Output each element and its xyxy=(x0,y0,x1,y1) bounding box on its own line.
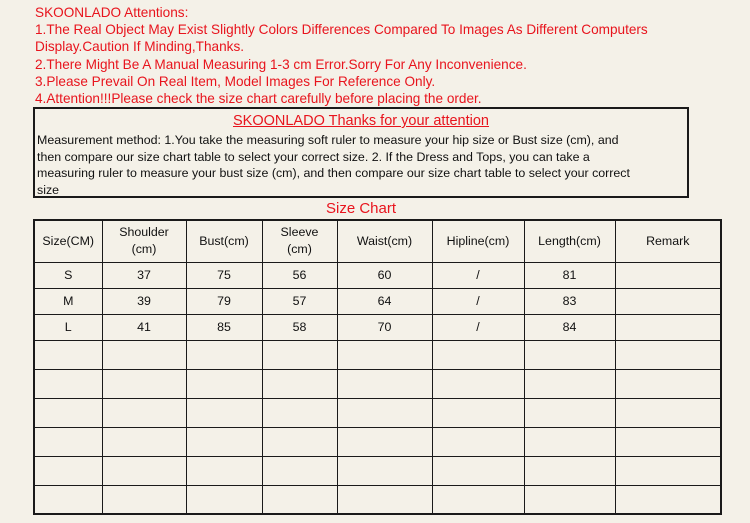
empty-table-cell xyxy=(102,369,186,398)
empty-table-cell xyxy=(524,340,615,369)
column-header xyxy=(337,220,432,262)
empty-table-cell xyxy=(186,340,262,369)
table-cell: 79 xyxy=(186,288,262,314)
empty-table-cell xyxy=(615,456,721,485)
column-header-label: Shoulder xyxy=(119,225,169,240)
empty-table-cell xyxy=(102,340,186,369)
column-header xyxy=(34,220,102,262)
empty-table-row xyxy=(34,456,721,485)
empty-table-row xyxy=(34,340,721,369)
table-row xyxy=(34,314,721,340)
table-cell xyxy=(615,288,721,314)
empty-table-cell xyxy=(186,369,262,398)
column-header xyxy=(102,220,186,262)
table-cell: 70 xyxy=(337,314,432,340)
empty-table-cell xyxy=(432,485,524,514)
table-cell: 37 xyxy=(102,262,186,288)
table-cell: 57 xyxy=(262,288,337,314)
empty-table-cell xyxy=(102,427,186,456)
table-cell: S xyxy=(34,262,102,288)
table-header-row xyxy=(34,220,721,262)
table-cell: / xyxy=(432,262,524,288)
empty-table-cell xyxy=(262,485,337,514)
empty-table-cell xyxy=(337,427,432,456)
table-cell: L xyxy=(34,314,102,340)
empty-table-cell xyxy=(34,485,102,514)
notice-line: 1.The Real Object May Exist Slightly Colors Differences Compared To Images As Different Computers xyxy=(35,22,648,38)
empty-table-cell xyxy=(615,427,721,456)
empty-table-cell xyxy=(34,427,102,456)
size-chart-table xyxy=(33,219,722,515)
empty-table-cell xyxy=(432,456,524,485)
column-header xyxy=(432,220,524,262)
method-text-line: then compare our size chart table to select your correct size. 2. If the Dress and Tops, you can take a xyxy=(37,149,590,164)
empty-table-cell xyxy=(432,340,524,369)
empty-table-cell xyxy=(34,398,102,427)
column-header xyxy=(524,220,615,262)
empty-table-cell xyxy=(262,340,337,369)
table-cell: 75 xyxy=(186,262,262,288)
table-cell: 85 xyxy=(186,314,262,340)
empty-table-cell xyxy=(186,398,262,427)
empty-table-row xyxy=(34,485,721,514)
empty-table-cell xyxy=(432,427,524,456)
column-header-label: Bust(cm) xyxy=(199,233,249,248)
empty-table-cell xyxy=(524,398,615,427)
empty-table-cell xyxy=(337,398,432,427)
table-cell: 39 xyxy=(102,288,186,314)
empty-table-cell xyxy=(524,369,615,398)
column-header-label: Waist(cm) xyxy=(356,233,413,248)
notice-line: 4.Attention!!!Please check the size chart carefully before placing the order. xyxy=(35,91,482,107)
notice-line: 2.There Might Be A Manual Measuring 1-3 cm Error.Sorry For Any Inconvenience. xyxy=(35,56,527,72)
table-cell: 58 xyxy=(262,314,337,340)
table-cell xyxy=(615,262,721,288)
empty-table-cell xyxy=(615,398,721,427)
empty-table-cell xyxy=(615,485,721,514)
empty-table-cell xyxy=(432,369,524,398)
empty-table-cell xyxy=(262,369,337,398)
column-header xyxy=(186,220,262,262)
column-header-label: (cm) xyxy=(131,242,157,257)
table-cell: 83 xyxy=(524,288,615,314)
method-text xyxy=(35,130,687,198)
column-header-label: Hipline(cm) xyxy=(446,233,510,248)
table-cell xyxy=(615,314,721,340)
column-header-label: Remark xyxy=(646,233,690,248)
empty-table-cell xyxy=(102,485,186,514)
column-header-label: (cm) xyxy=(287,242,312,257)
empty-table-cell xyxy=(262,456,337,485)
size-chart-title: Size Chart xyxy=(325,200,397,217)
empty-table-cell xyxy=(337,456,432,485)
method-text-line: Measurement method: 1.You take the measuring soft ruler to measure your hip size or Bust size (cm), and xyxy=(37,133,619,147)
empty-table-cell xyxy=(262,427,337,456)
empty-table-cell xyxy=(186,485,262,514)
empty-table-row xyxy=(34,427,721,456)
empty-table-cell xyxy=(34,340,102,369)
empty-table-cell xyxy=(432,398,524,427)
empty-table-cell xyxy=(524,485,615,514)
empty-table-cell xyxy=(102,456,186,485)
empty-table-cell xyxy=(524,456,615,485)
table-cell: 41 xyxy=(102,314,186,340)
empty-table-cell xyxy=(615,369,721,398)
empty-table-cell xyxy=(34,369,102,398)
notice-line: SKOONLADO Attentions: xyxy=(35,5,189,20)
method-text-line: measuring ruler to measure your bust size (cm), and then compare our size chart table to select your correct xyxy=(37,166,630,181)
column-header xyxy=(615,220,721,262)
notice-line: 3.Please Prevail On Real Item, Model Images For Reference Only. xyxy=(35,73,436,89)
empty-table-cell xyxy=(337,485,432,514)
empty-table-cell xyxy=(186,456,262,485)
table-cell: 64 xyxy=(337,288,432,314)
empty-table-cell xyxy=(337,340,432,369)
empty-table-cell xyxy=(615,340,721,369)
empty-table-cell xyxy=(262,398,337,427)
empty-table-cell xyxy=(186,427,262,456)
empty-table-cell xyxy=(102,398,186,427)
empty-table-row xyxy=(34,369,721,398)
column-header-label: Sleeve xyxy=(280,225,319,240)
table-row xyxy=(34,262,721,288)
table-cell: 81 xyxy=(524,262,615,288)
method-text-line: size xyxy=(37,182,60,197)
method-title: SKOONLADO Thanks for your attention xyxy=(232,113,489,129)
empty-table-cell xyxy=(34,456,102,485)
attention-notice xyxy=(35,4,735,107)
table-cell: 84 xyxy=(524,314,615,340)
column-header xyxy=(262,220,337,262)
column-header-label: Length(cm) xyxy=(538,233,601,248)
table-cell: / xyxy=(432,314,524,340)
measurement-method-box xyxy=(33,107,689,198)
column-header-label: Size(CM) xyxy=(42,233,95,248)
table-cell: 60 xyxy=(337,262,432,288)
table-row xyxy=(34,288,721,314)
empty-table-cell xyxy=(524,427,615,456)
table-cell: 56 xyxy=(262,262,337,288)
empty-table-cell xyxy=(337,369,432,398)
notice-line: Display.Caution If Minding,Thanks. xyxy=(35,39,245,55)
table-cell: M xyxy=(34,288,102,314)
table-cell: / xyxy=(432,288,524,314)
empty-table-row xyxy=(34,398,721,427)
